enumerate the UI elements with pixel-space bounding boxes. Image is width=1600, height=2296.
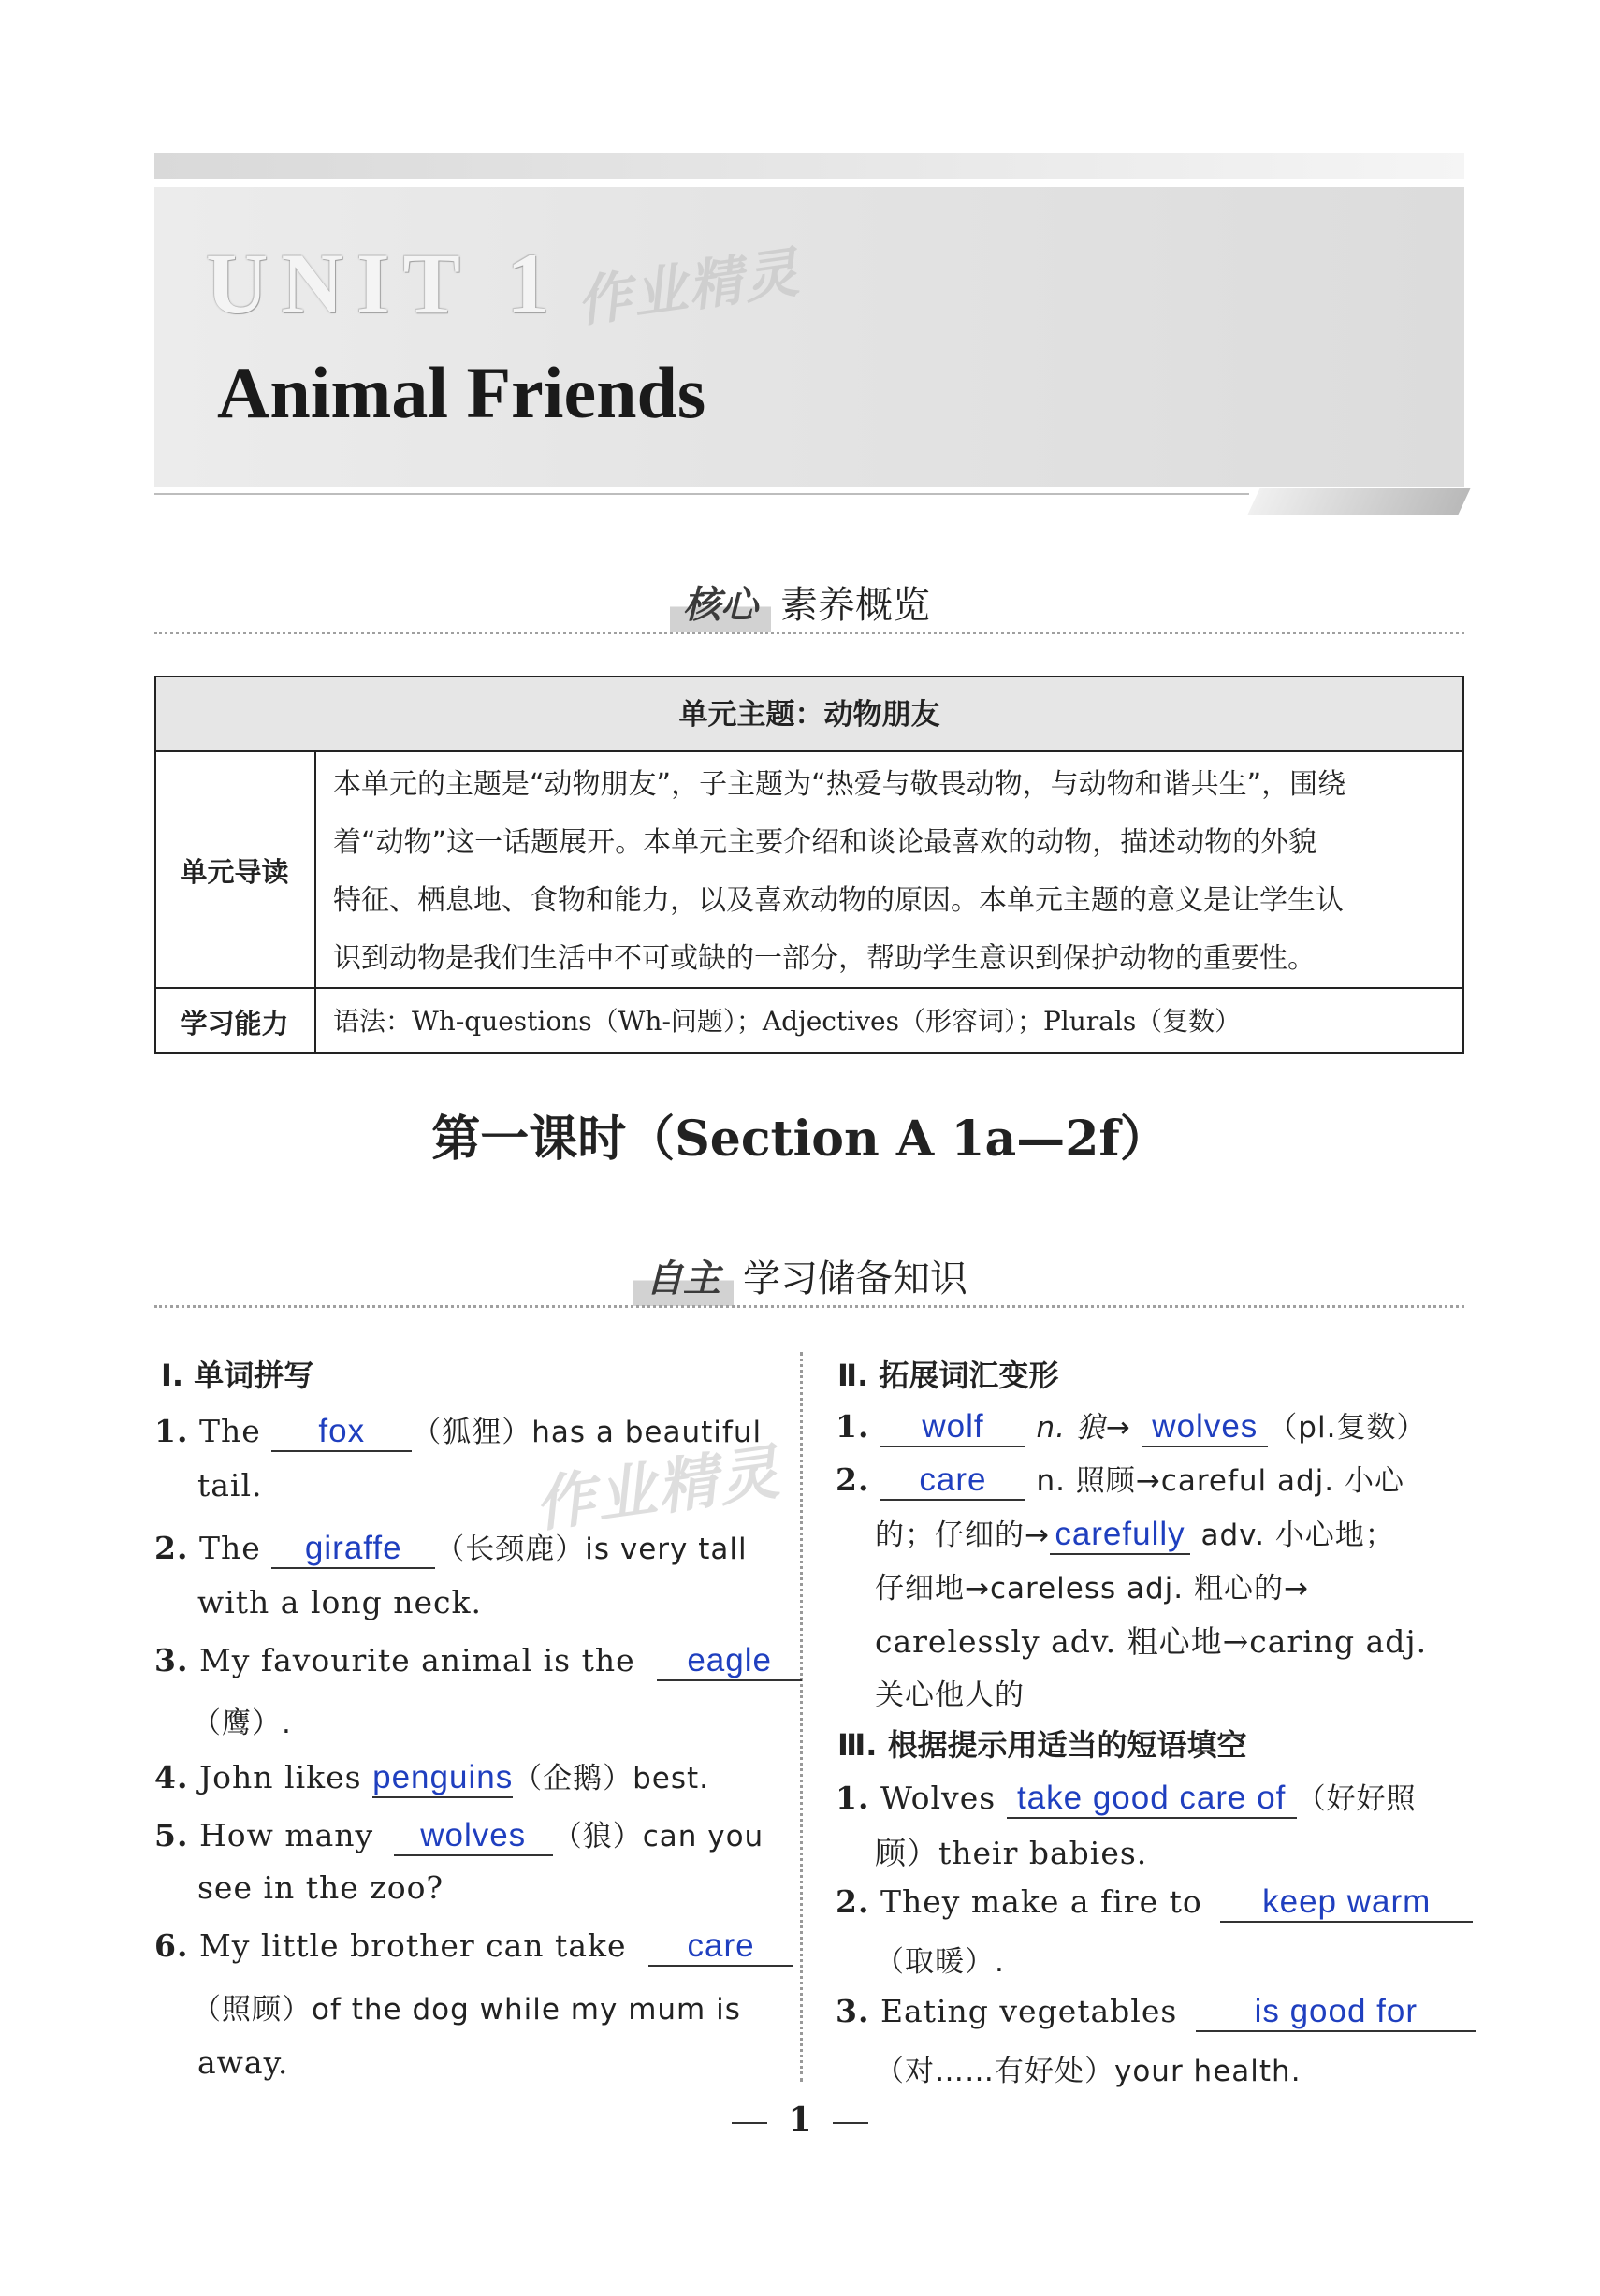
part3-title: Ⅲ. 根据提示用适当的短语填空 [837,1727,1247,1763]
table-column-rule [314,750,316,1054]
answer-blank: giraffe [271,1530,435,1569]
part1-q2: 2. The giraffe （长颈鹿）is very tall [154,1525,748,1569]
part2-q2-line2: 的；仔细的→ carefully adv. 小心地； [875,1511,1395,1555]
page-number-dash [732,2122,767,2124]
part1-q6-cont: （照顾）of the dog while my mum is [192,1993,741,2027]
part2-title: Ⅱ. 拓展词汇变形 [837,1358,1059,1393]
watermark: 作业精灵 [530,1437,785,1541]
answer-blank: wolf [880,1408,1025,1447]
part3-q2: 2. They make a fire to keep warm [836,1883,1473,1923]
answer-blank: penguins [372,1759,513,1798]
unit-title: Animal Friends [217,352,706,433]
part1-title: Ⅰ. 单词拼写 [161,1358,314,1393]
answer-blank: wolves [394,1817,553,1856]
part2-q2-line3: 仔细地→careless adj. 粗心的→ [875,1572,1309,1606]
part1-q6: 6. My little brother can take care [154,1927,793,1967]
banner-bottom-strip [1247,488,1470,515]
row-ability-text: 语法：Wh-questions（Wh-问题）；Adjectives（形容词）；Plurals（复数） [333,1006,1242,1037]
part2-q2-line5: 关心他人的 [875,1678,1025,1712]
part1-q6-cont2: away. [197,2044,289,2081]
guide-line: 特征、栖息地、食物和能力，以及喜欢动物的原因。本单元主题的意义是让学生认 [333,884,1344,917]
guide-line: 识到动物是我们生活中不可或缺的一部分，帮助学生意识到保护动物的重要性。 [333,942,1316,975]
part2-q2: 2. care n. 照顾→careful adj. 小心 [836,1457,1404,1501]
part3-q2-cont: （取暖）. [875,1945,1005,1979]
part1-q1-cont: tail. [197,1467,263,1504]
answer-blank: fox [271,1413,412,1452]
part1-q2-cont: with a long neck. [197,1584,483,1620]
part1-q5: 5. How many wolves （狼）can you [154,1812,764,1856]
guide-line: 本单元的主题是“动物朋友”，子主题为“热爱与敬畏动物，与动物和谐共生”，围绕 [333,768,1346,801]
part1-q4: 4. John likes penguins（企鹅）best. [154,1754,709,1798]
part1-q1: 1. The fox （狐狸）has a beautiful [154,1408,762,1452]
self-study-heading-rest: 学习储备知识 [743,1257,967,1301]
core-heading-rule [154,632,1464,634]
self-study-heading [0,1249,1600,1306]
page-number-value: 1 [788,2100,812,2140]
self-study-heading-bold: 自主 [633,1249,734,1306]
unit-banner [154,187,1464,487]
self-study-rule [154,1305,1464,1308]
answer-blank: wolves [1142,1408,1268,1447]
answer-blank: carefully [1050,1516,1190,1555]
part2-q1: 1. wolf n. 狼→ wolves （pl.复数） [836,1403,1426,1447]
part1-q3-cont: （鹰）. [192,1707,292,1740]
row-guide-text [333,756,1452,988]
watermark: 作业精灵 [573,240,805,335]
core-heading [0,575,1600,632]
row-label-guide: 单元导读 [180,856,289,888]
guide-line: 着“动物”这一话题展开。本单元主要介绍和谈论最喜欢的动物，描述动物的外貌 [333,826,1317,859]
page-number [0,2100,1600,2140]
row-label-ability: 学习能力 [180,1008,289,1039]
part3-q1: 1. Wolves take good care of （好好照 [836,1775,1417,1819]
part3-q3-cont: （对……有好处）your health. [875,2055,1302,2088]
table-title: 单元主题：动物朋友 [678,698,940,732]
core-heading-rest: 素养概览 [780,584,930,627]
part2-q2-line4: carelessly adv. 粗心地→caring adj. [875,1623,1428,1660]
answer-blank: take good care of [1007,1780,1297,1819]
table-rule [154,750,1464,752]
banner-divider [154,493,1249,495]
answer-blank: is good for [1196,1993,1476,2032]
lesson-title: 第一课时（Section A 1a—2f） [431,1111,1169,1168]
unit-label: UNIT 1 [206,236,563,331]
part3-q3: 3. Eating vegetables is good for [836,1993,1476,2032]
answer-blank: eagle [657,1642,802,1681]
column-divider [800,1352,803,2082]
part1-q3: 3. My favourite animal is the eagle [154,1642,802,1681]
answer-blank: care [880,1461,1025,1501]
page-number-dash [833,2122,868,2124]
part1-q5-cont: see in the zoo? [197,1869,444,1906]
part3-q1-cont: 顾）their babies. [875,1835,1148,1871]
answer-blank: keep warm [1220,1883,1473,1923]
answer-blank: care [648,1927,793,1967]
core-heading-bold: 核心 [670,575,771,632]
banner-top-strip [154,153,1464,179]
